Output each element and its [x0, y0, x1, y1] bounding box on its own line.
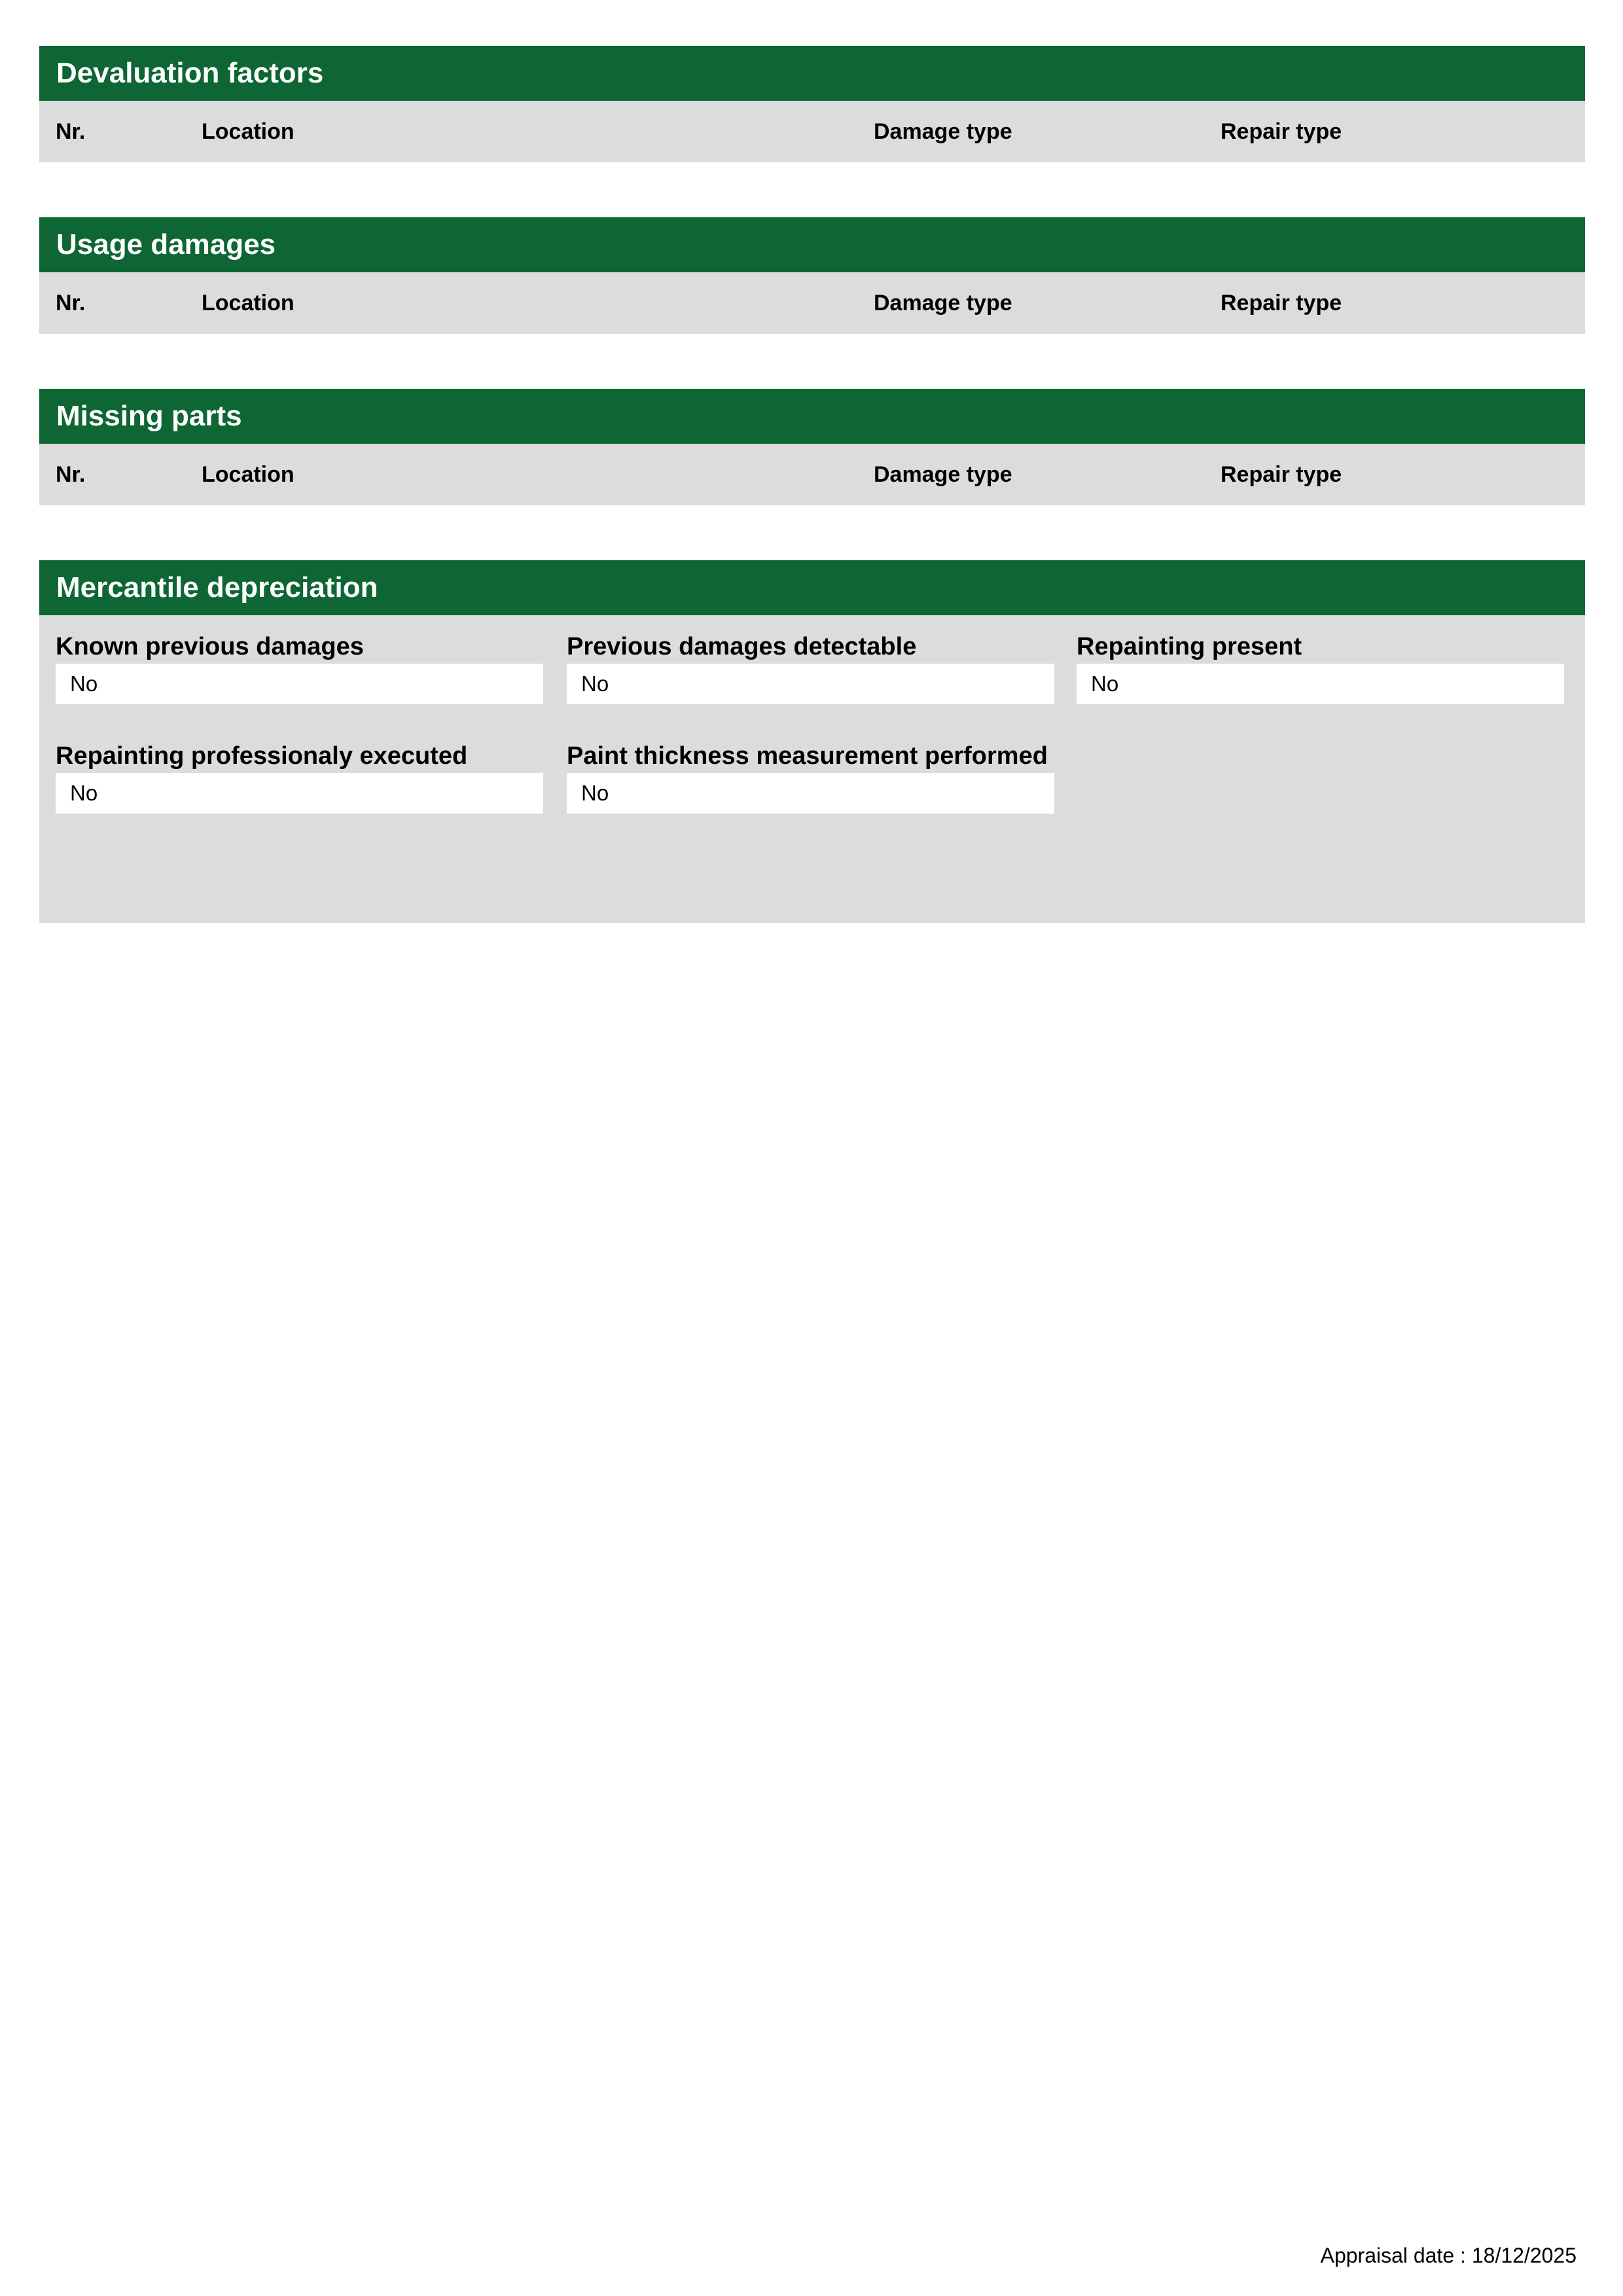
table-header-row	[39, 444, 1585, 505]
column-header-repair-type: Repair type	[1221, 118, 1342, 144]
column-header-nr: Nr.	[56, 461, 86, 487]
field-value-box	[56, 773, 543, 814]
table-header-row	[39, 272, 1585, 334]
section-title: Mercantile depreciation	[39, 560, 1585, 615]
section-title: Usage damages	[39, 217, 1585, 272]
field-repainting-professionaly-executed	[56, 742, 543, 814]
field-label: Paint thickness measurement performed	[567, 742, 1048, 770]
section-title: Devaluation factors	[39, 46, 1585, 101]
field-value-box	[567, 664, 1054, 704]
field-label: Repainting professionaly executed	[56, 742, 468, 770]
section-title: Missing parts	[39, 389, 1585, 444]
column-header-location: Location	[202, 461, 294, 487]
footer-appraisal-date: Appraisal date : 18/12/2025	[1320, 2244, 1577, 2267]
field-value: No	[581, 672, 609, 696]
column-header-nr: Nr.	[56, 290, 86, 315]
table-header-row	[39, 101, 1585, 162]
field-repainting-present	[1077, 632, 1564, 704]
section-usage-damages	[39, 217, 1585, 334]
column-header-repair-type: Repair type	[1221, 290, 1342, 315]
column-header-damage-type: Damage type	[874, 461, 1012, 487]
field-value-box	[567, 773, 1054, 814]
mercantile-fields-area	[39, 615, 1585, 923]
column-header-damage-type: Damage type	[874, 118, 1012, 144]
section-mercantile-depreciation	[39, 560, 1585, 923]
column-header-damage-type: Damage type	[874, 290, 1012, 315]
field-value-box	[1077, 664, 1564, 704]
column-header-repair-type: Repair type	[1221, 461, 1342, 487]
field-previous-damages-detectable	[567, 632, 1054, 704]
field-value: No	[70, 781, 98, 805]
field-label: Previous damages detectable	[567, 633, 917, 660]
field-value: No	[581, 781, 609, 805]
field-value: No	[1091, 672, 1119, 696]
column-header-location: Location	[202, 290, 294, 315]
field-label: Repainting present	[1077, 633, 1302, 660]
column-header-location: Location	[202, 118, 294, 144]
section-devaluation-factors	[39, 46, 1585, 162]
field-label: Known previous damages	[56, 633, 364, 660]
field-value-box	[56, 664, 543, 704]
field-paint-thickness-measurement-performed	[567, 742, 1054, 814]
section-missing-parts	[39, 389, 1585, 505]
field-value: No	[70, 672, 98, 696]
column-header-nr: Nr.	[56, 118, 86, 144]
field-known-previous-damages	[56, 632, 543, 704]
